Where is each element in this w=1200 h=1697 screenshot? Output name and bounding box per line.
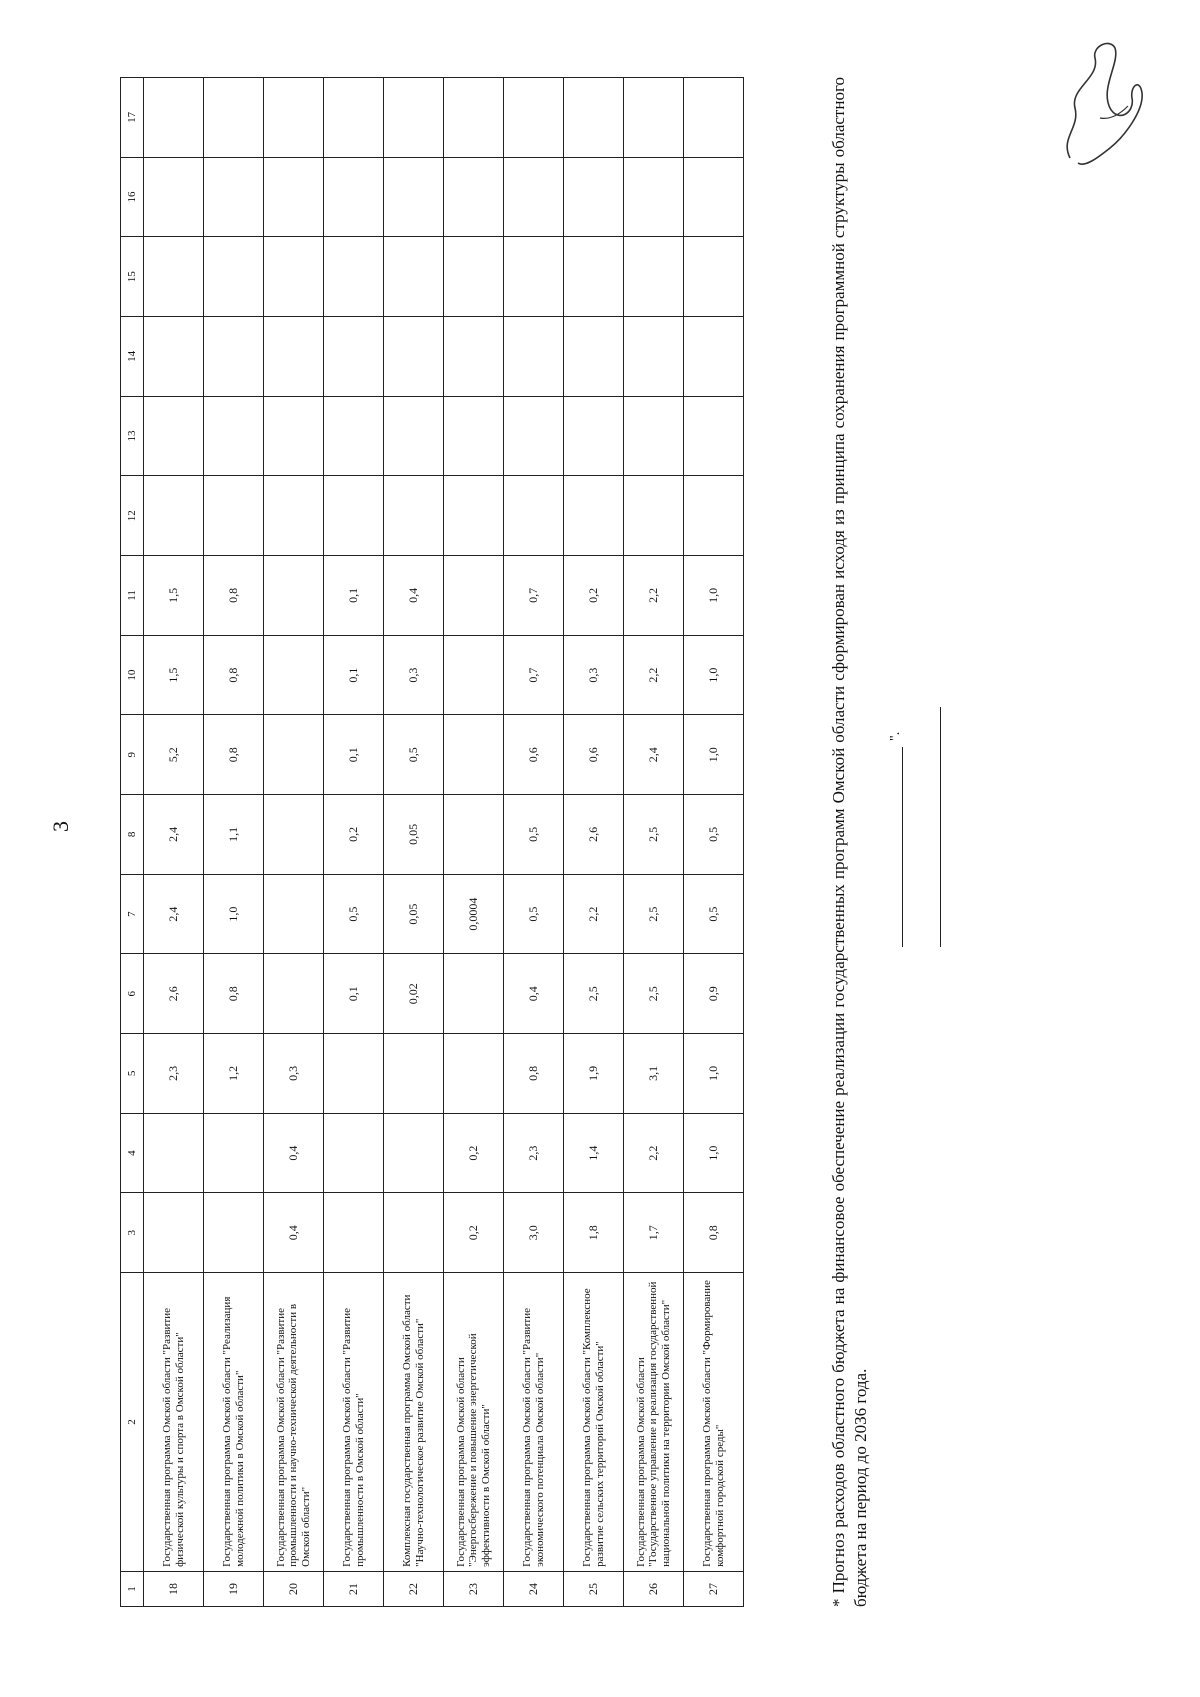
value-cell: [204, 396, 264, 476]
value-cell: [144, 237, 204, 317]
column-number-header: 10: [121, 635, 144, 715]
rotated-page-content: [120, 77, 903, 1607]
value-cell: [504, 317, 564, 397]
value-cell: [384, 237, 444, 317]
value-cell: [264, 237, 324, 317]
value-cell: [324, 476, 384, 556]
value-cell: 0,2: [564, 556, 624, 636]
program-name-cell: Государственная программа Омской области "Развитие физической культуры и спорта в Омской области": [144, 1273, 204, 1572]
value-cell: [264, 556, 324, 636]
table-header-row: [121, 78, 144, 1607]
value-cell: 2,5: [624, 795, 684, 875]
value-cell: 1,0: [204, 874, 264, 954]
program-name-cell: Государственная программа Омской области "Развитие промышленности в Омской области": [324, 1273, 384, 1572]
value-cell: 1,5: [144, 635, 204, 715]
value-cell: 1,0: [684, 1034, 744, 1114]
value-cell: [204, 237, 264, 317]
value-cell: 3,1: [624, 1034, 684, 1114]
value-cell: [324, 78, 384, 158]
value-cell: 2,4: [624, 715, 684, 795]
budget-forecast-table: [120, 77, 744, 1607]
value-cell: 1,1: [204, 795, 264, 875]
value-cell: 0,6: [564, 715, 624, 795]
value-cell: 1,4: [564, 1113, 624, 1193]
value-cell: 1,9: [564, 1034, 624, 1114]
value-cell: 1,5: [144, 556, 204, 636]
value-cell: [264, 715, 324, 795]
column-number-header: 13: [121, 396, 144, 476]
column-number-header: 8: [121, 795, 144, 875]
footnote: * Прогноз расходов областного бюджета на финансовое обеспечение реализации государственных программ Омской области сформирован исходя из принципа сохранения программной структуры областного бюджета на период до 2036 года.: [829, 77, 870, 1607]
column-number-header: 1: [121, 1571, 144, 1606]
value-cell: 2,6: [144, 954, 204, 1034]
value-cell: [444, 1034, 504, 1114]
signature-line: [902, 747, 903, 947]
column-number-header: 5: [121, 1034, 144, 1114]
page-number: 3: [48, 821, 73, 832]
value-cell: 0,3: [384, 635, 444, 715]
column-number-header: 15: [121, 237, 144, 317]
value-cell: [504, 237, 564, 317]
value-cell: [204, 1113, 264, 1193]
value-cell: [264, 476, 324, 556]
value-cell: 0,8: [504, 1034, 564, 1114]
program-name-cell: Государственная программа Омской области "Государственное управление и реализация государственной национальной политики на территории Омской области": [624, 1273, 684, 1572]
table-row: [324, 78, 384, 1607]
value-cell: 1,2: [204, 1034, 264, 1114]
value-cell: [444, 157, 504, 237]
table-row: [564, 78, 624, 1607]
value-cell: [264, 317, 324, 397]
row-number-cell: 25: [564, 1571, 624, 1606]
value-cell: [324, 157, 384, 237]
value-cell: 1,0: [684, 1113, 744, 1193]
value-cell: 0,8: [204, 556, 264, 636]
value-cell: 0,4: [384, 556, 444, 636]
value-cell: 0,6: [504, 715, 564, 795]
table-row: [624, 78, 684, 1607]
value-cell: [144, 157, 204, 237]
value-cell: 0,5: [324, 874, 384, 954]
value-cell: [444, 396, 504, 476]
column-number-header: 6: [121, 954, 144, 1034]
row-number-cell: 26: [624, 1571, 684, 1606]
column-number-header: 2: [121, 1273, 144, 1572]
value-cell: [144, 1193, 204, 1273]
program-name-cell: Государственная программа Омской области "Развитие промышленности и научно-технической деятельности в Омской области": [264, 1273, 324, 1572]
value-cell: 0,4: [504, 954, 564, 1034]
value-cell: 0,1: [324, 715, 384, 795]
value-cell: [564, 396, 624, 476]
value-cell: [324, 237, 384, 317]
row-number-cell: 18: [144, 1571, 204, 1606]
value-cell: [264, 874, 324, 954]
value-cell: [264, 396, 324, 476]
value-cell: [144, 317, 204, 397]
program-name-cell: Государственная программа Омской области "Энергосбережение и повышение энергетической эффективности в Омской области": [444, 1273, 504, 1572]
value-cell: 1,8: [564, 1193, 624, 1273]
value-cell: 0,05: [384, 795, 444, 875]
value-cell: [444, 237, 504, 317]
table-row: [144, 78, 204, 1607]
value-cell: 1,0: [684, 556, 744, 636]
value-cell: 1,7: [624, 1193, 684, 1273]
value-cell: 0,5: [684, 874, 744, 954]
value-cell: 2,5: [624, 874, 684, 954]
value-cell: [624, 237, 684, 317]
value-cell: 2,5: [564, 954, 624, 1034]
row-number-cell: 22: [384, 1571, 444, 1606]
program-name-cell: Государственная программа Омской области "Комплексное развитие сельских территорий Омской области": [564, 1273, 624, 1572]
value-cell: [444, 78, 504, 158]
value-cell: 2,5: [624, 954, 684, 1034]
value-cell: 0,4: [264, 1113, 324, 1193]
column-number-header: 17: [121, 78, 144, 158]
value-cell: [444, 635, 504, 715]
value-cell: [504, 78, 564, 158]
value-cell: [144, 1113, 204, 1193]
value-cell: 2,2: [564, 874, 624, 954]
column-number-header: 12: [121, 476, 144, 556]
value-cell: [384, 78, 444, 158]
row-number-cell: 24: [504, 1571, 564, 1606]
value-cell: 0,0004: [444, 874, 504, 954]
value-cell: [564, 237, 624, 317]
value-cell: [684, 78, 744, 158]
value-cell: [204, 476, 264, 556]
value-cell: [264, 635, 324, 715]
value-cell: [444, 795, 504, 875]
value-cell: [564, 78, 624, 158]
value-cell: [324, 317, 384, 397]
value-cell: 1,0: [684, 635, 744, 715]
value-cell: 2,2: [624, 556, 684, 636]
program-name-cell: Государственная программа Омской области "Формирование комфортной городской среды": [684, 1273, 744, 1572]
value-cell: [684, 396, 744, 476]
value-cell: [264, 78, 324, 158]
value-cell: [144, 396, 204, 476]
value-cell: [384, 1034, 444, 1114]
value-cell: 0,3: [264, 1034, 324, 1114]
value-cell: [204, 317, 264, 397]
value-cell: 0,2: [324, 795, 384, 875]
table-row: [504, 78, 564, 1607]
value-cell: 0,5: [504, 795, 564, 875]
value-cell: [204, 1193, 264, 1273]
value-cell: 2,3: [504, 1113, 564, 1193]
table-row: [204, 78, 264, 1607]
value-cell: 0,1: [324, 635, 384, 715]
value-cell: [624, 78, 684, 158]
value-cell: 0,05: [384, 874, 444, 954]
value-cell: [264, 954, 324, 1034]
value-cell: [684, 157, 744, 237]
value-cell: 0,8: [684, 1193, 744, 1273]
value-cell: [684, 476, 744, 556]
value-cell: [624, 157, 684, 237]
table-row: [684, 78, 744, 1607]
value-cell: 0,2: [444, 1193, 504, 1273]
value-cell: 0,8: [204, 954, 264, 1034]
value-cell: [624, 317, 684, 397]
value-cell: [144, 78, 204, 158]
value-cell: 2,2: [624, 635, 684, 715]
table-row: [384, 78, 444, 1607]
value-cell: [324, 1193, 384, 1273]
value-cell: 2,4: [144, 795, 204, 875]
value-cell: 2,3: [144, 1034, 204, 1114]
value-cell: [384, 396, 444, 476]
column-number-header: 7: [121, 874, 144, 954]
value-cell: [444, 715, 504, 795]
column-number-header: 9: [121, 715, 144, 795]
value-cell: 0,02: [384, 954, 444, 1034]
value-cell: 0,8: [204, 715, 264, 795]
program-name-cell: Комплексная государственная программа Омской области "Научно-технологическое развитие Омской области": [384, 1273, 444, 1572]
value-cell: [444, 476, 504, 556]
value-cell: [684, 317, 744, 397]
value-cell: [384, 476, 444, 556]
column-number-header: 3: [121, 1193, 144, 1273]
value-cell: [324, 1034, 384, 1114]
value-cell: 3,0: [504, 1193, 564, 1273]
value-cell: [504, 396, 564, 476]
value-cell: 0,1: [324, 954, 384, 1034]
value-cell: [264, 795, 324, 875]
value-cell: [444, 556, 504, 636]
closing-quote: ".: [888, 731, 903, 741]
value-cell: 0,5: [684, 795, 744, 875]
value-cell: 0,5: [384, 715, 444, 795]
column-number-header: 4: [121, 1113, 144, 1193]
program-name-cell: Государственная программа Омской области "Развитие экономического потенциала Омской области": [504, 1273, 564, 1572]
table-row: [444, 78, 504, 1607]
value-cell: [264, 157, 324, 237]
value-cell: [564, 476, 624, 556]
value-cell: [504, 476, 564, 556]
value-cell: [444, 317, 504, 397]
value-cell: 5,2: [144, 715, 204, 795]
value-cell: [384, 157, 444, 237]
value-cell: [684, 237, 744, 317]
value-cell: [384, 1193, 444, 1273]
value-cell: [324, 396, 384, 476]
value-cell: 0,3: [564, 635, 624, 715]
value-cell: 0,9: [684, 954, 744, 1034]
column-number-header: 16: [121, 157, 144, 237]
value-cell: [504, 157, 564, 237]
value-cell: 2,6: [564, 795, 624, 875]
value-cell: [384, 317, 444, 397]
row-number-cell: 19: [204, 1571, 264, 1606]
row-number-cell: 23: [444, 1571, 504, 1606]
value-cell: 0,4: [264, 1193, 324, 1273]
column-number-header: 14: [121, 317, 144, 397]
row-number-cell: 27: [684, 1571, 744, 1606]
value-cell: 2,4: [144, 874, 204, 954]
value-cell: [624, 476, 684, 556]
value-cell: 0,5: [504, 874, 564, 954]
value-cell: [144, 476, 204, 556]
value-cell: 0,7: [504, 556, 564, 636]
value-cell: 1,0: [684, 715, 744, 795]
value-cell: 0,8: [204, 635, 264, 715]
value-cell: [624, 396, 684, 476]
value-cell: [204, 78, 264, 158]
signature-line-long: [940, 707, 941, 947]
row-number-cell: 20: [264, 1571, 324, 1606]
value-cell: 0,1: [324, 556, 384, 636]
value-cell: 0,2: [444, 1113, 504, 1193]
handwritten-signature: [1040, 18, 1160, 183]
value-cell: [204, 157, 264, 237]
value-cell: 0,7: [504, 635, 564, 715]
row-number-cell: 21: [324, 1571, 384, 1606]
value-cell: [564, 317, 624, 397]
value-cell: [564, 157, 624, 237]
value-cell: [444, 954, 504, 1034]
value-cell: [324, 1113, 384, 1193]
table-row: [264, 78, 324, 1607]
value-cell: [384, 1113, 444, 1193]
column-number-header: 11: [121, 556, 144, 636]
program-name-cell: Государственная программа Омской области "Реализация молодежной политики в Омской области": [204, 1273, 264, 1572]
value-cell: 2,2: [624, 1113, 684, 1193]
